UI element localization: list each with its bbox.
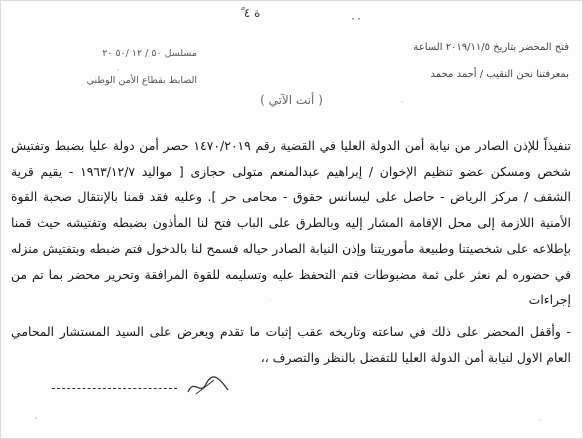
header-left-block [32,40,197,94]
top-page-number: ٠٠ [350,12,362,25]
signature-line [52,388,177,389]
signature-mark [184,374,232,398]
body-paragraph: تنفيذاً للإذن الصادر من نيابة أمن الدولة العليا في القضية رقم ١٤٧٠/٢٠١٩ حصر أمن دولة عليا بضبط وتفتيش شخص ومسكن عضو تنظيم الإخوان / إبراهيم عبدالمنعم متولى حجازى [ مواليد ١٩٦٣/١٢/٧ - يقيم قرية الشقف / مركز الرياض - حاصل على ليسانس حقوق - محامى حر ]. وعليه فقد قمنا بالإنتقال صحبة القوة الأمنية اللازمة إلى محل الإقامة المشار إليه وبالطرق على الباب فتح لنا المأذون بضبطه وتفتيشه حيث قمنا بإطلاعه على شخصيتنا وطبيعة مأموريتنا وإذن النيابة الصادر حياله فسمح لنا بالدخول فتم ضبطه وبتفتيش منزله في حضوره لم نعثر على ثمة مضبوطات فتم التحفظ عليه وتسليمه للقوة المرافقة وتحرير محضر بما تم من إجراءات [11,138,572,308]
header-right-block [329,34,569,88]
header-right-line: بمعرفتنا نحن النقيب / أحمد محمد [430,69,569,80]
section-heading: ( أنت الآتي ) [260,93,323,107]
header-right-line: فتح المحضر بتاريخ ٢٠١٩/١١/٥ الساعة [413,42,569,53]
top-handwritten-mark: ً ة ٤ [240,6,261,20]
closing-paragraph: - وأقفل المحضر على ذلك في ساعته وتاريخه عقب إثبات ما تقدم ويعرض على السيد المستشار المحامي العام الاول لنيابة أمن الدولة العليا للتفضل بالنظر والتصرف ،، [11,323,571,365]
header-left-line: الضابط بقطاع الأمن الوطني [86,75,197,86]
document-body [11,133,571,370]
header-left-line: مسلسل ٥٠ / ١٢ /٥٠ ٢٠ [102,48,197,59]
